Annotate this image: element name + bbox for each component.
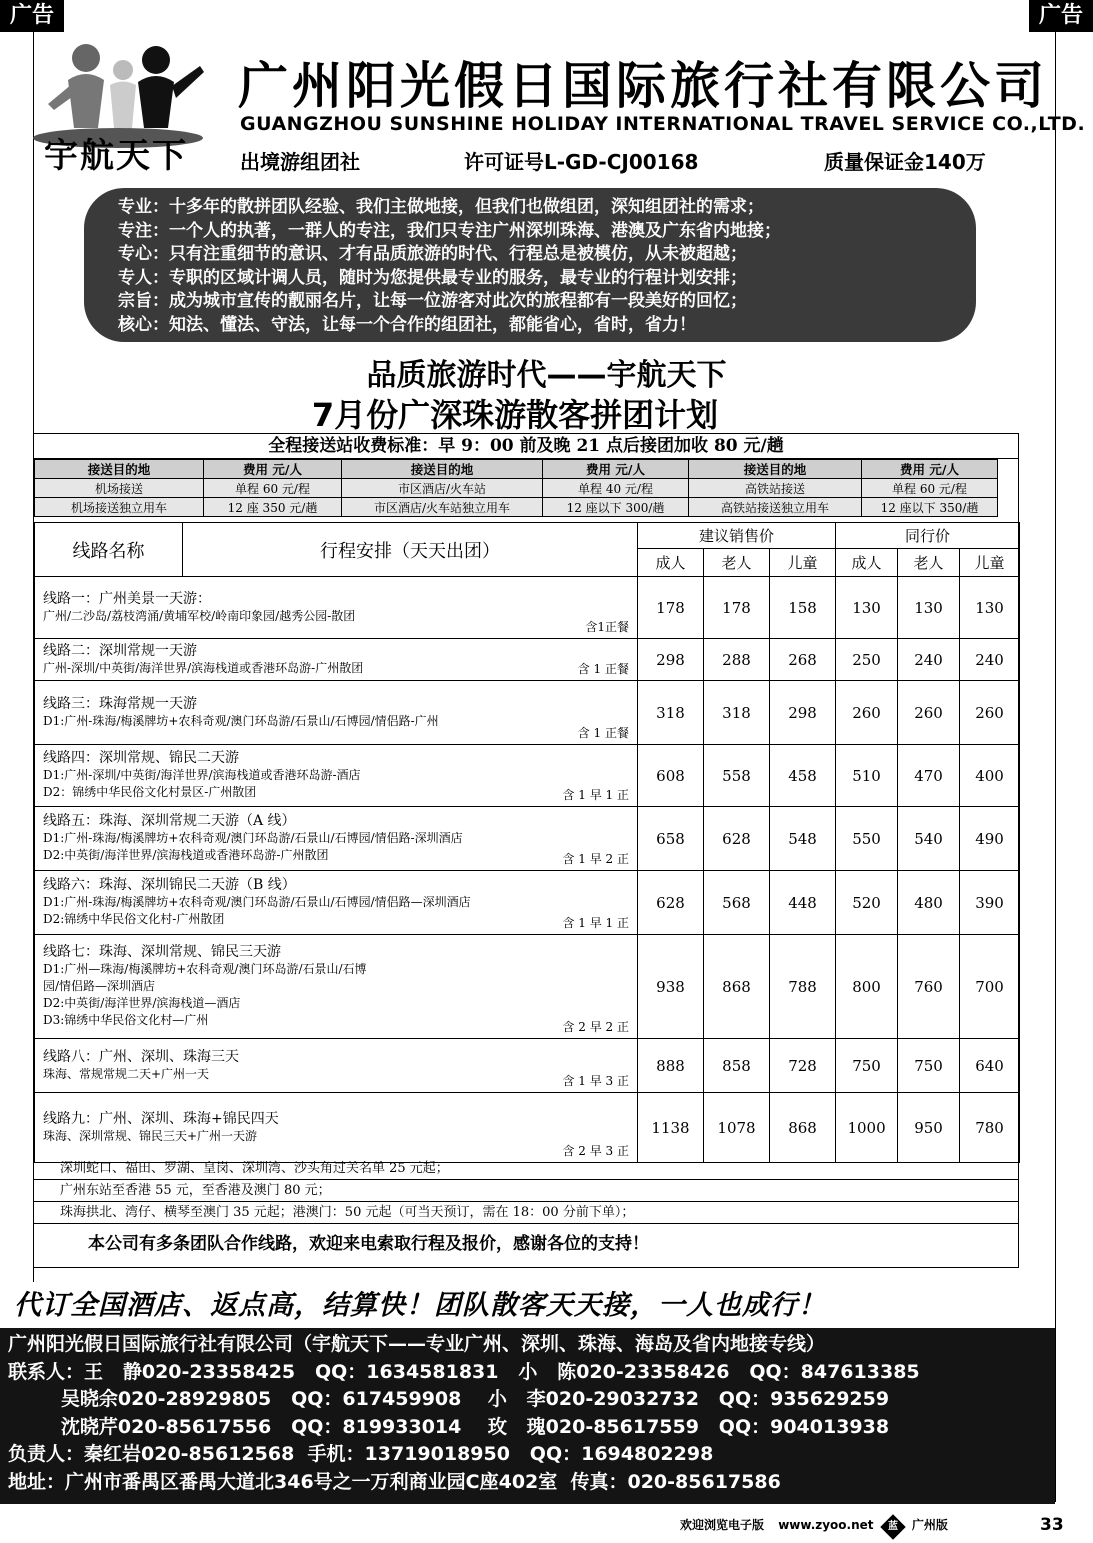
route-day-line: D1:广州—珠海/梅溪牌坊+农科奇观/澳门环岛游/石景山/石博 (43, 962, 367, 976)
price-cell: 760 (898, 935, 960, 1039)
price-subheader: 成人 (836, 549, 898, 577)
fee-cell: 机场接送 (35, 479, 204, 498)
price-cell: 448 (770, 871, 836, 935)
note-line: 广州东站至香港 55 元，至香港及澳门 80 元； (34, 1180, 1019, 1202)
route-day-line: D3:锦绣中华民俗文化村—广州 (43, 1013, 209, 1027)
ad-label-right: 广告 (1029, 0, 1093, 32)
price-cell: 938 (638, 935, 704, 1039)
price-cell: 728 (770, 1039, 836, 1093)
license-row (240, 146, 986, 175)
price-cell: 868 (770, 1093, 836, 1163)
intro-box (84, 188, 976, 342)
routes-table (34, 522, 1020, 1163)
route-title: 线路四：深圳常规、锦民二天游 (43, 750, 239, 766)
price-cell: 520 (836, 871, 898, 935)
route-day-line: 广州/二沙岛/荔枝湾涌/黄埔军校/岭南印象园/越秀公园-散团 (43, 608, 356, 623)
price-cell: 260 (898, 681, 960, 745)
fee-cell: 市区酒店/火车站 (342, 479, 543, 498)
route-title: 线路九：广州、深圳、珠海+锦民四天 (43, 1110, 279, 1127)
price-subheader: 儿童 (960, 549, 1020, 577)
route-row (35, 1093, 1020, 1163)
price-cell: 158 (770, 577, 836, 639)
route-meal: 含 1 早 3 正 (562, 1074, 629, 1088)
fee-cell: 高铁站接送 (689, 479, 862, 498)
price-cell: 788 (770, 935, 836, 1039)
contact-box (0, 1328, 1055, 1504)
route-meal: 含 2 早 3 正 (562, 1144, 629, 1158)
fee-cell: 单程 60 元/程 (862, 479, 998, 498)
footer (680, 1516, 948, 1536)
route-title: 线路五：珠海、深圳常规二天游（A 线） (43, 813, 296, 829)
price-cell: 640 (960, 1039, 1020, 1093)
company-name-en: GUANGZHOU SUNSHINE HOLIDAY INTERNATIONAL TRAVEL SERVICE CO.,LTD. (240, 113, 1086, 135)
headline: 品质旅游时代——宇航天下 (366, 358, 727, 393)
route-title: 线路八：广州、深圳、珠海三天 (43, 1048, 239, 1065)
price-cell: 1000 (836, 1093, 898, 1163)
price-cell: 130 (836, 577, 898, 639)
route-itinerary (35, 745, 638, 807)
price-cell: 550 (836, 807, 898, 871)
price-cell: 608 (638, 745, 704, 807)
intro-line: 专注：一个人的执著，一群人的专注，我们只专注广州深圳珠海、港澳及广东省内地接； (118, 220, 781, 241)
price-subheader: 老人 (704, 549, 770, 577)
intro-line: 核心：知法、懂法、守法，让每一个合作的组团社，都能省心，省时，省力！ (118, 314, 696, 335)
price-cell: 470 (898, 745, 960, 807)
fee-header: 费用 元/人 (862, 460, 998, 479)
price-cell: 548 (770, 807, 836, 871)
route-row (35, 681, 1020, 745)
route-title: 线路二：深圳常规一天游 (43, 642, 197, 659)
price-cell: 130 (898, 577, 960, 639)
intro-line: 专心：只有注重细节的意识、才有品质旅游的时代、行程总是被模仿，从未被超越； (118, 244, 747, 264)
company-name-cn: 广州阳光假日国际旅行社有限公司 (238, 57, 1048, 115)
route-title: 线路七：珠海、深圳常规、锦民三天游 (43, 944, 281, 960)
price-cell: 750 (836, 1039, 898, 1093)
fee-cell: 机场接送独立用车 (35, 498, 204, 517)
itinerary-header: 行程安排（天天出团） (183, 523, 638, 577)
footer-welcome: 欢迎浏览电子版 (680, 1518, 765, 1532)
fee-cell: 12 座以下 300/趟 (543, 498, 689, 517)
route-day-line: D2:中英街/海洋世界/滨海栈道或香港环岛游-广州散团 (43, 848, 329, 862)
fee-header: 费用 元/人 (204, 460, 342, 479)
price-cell: 950 (898, 1093, 960, 1163)
edition-badge-icon: 蓝 (880, 1514, 905, 1539)
route-title: 线路六：珠海、深圳锦民二天游（B 线） (43, 877, 296, 893)
route-row (35, 745, 1020, 807)
route-itinerary (35, 681, 638, 745)
fee-header: 接送目的地 (342, 460, 543, 479)
route-name-header: 线路名称 (35, 523, 183, 577)
price-cell: 1138 (638, 1093, 704, 1163)
fee-cell: 高铁站接送独立用车 (689, 498, 862, 517)
intro-line: 宗旨：成为城市宣传的靓丽名片，让每一位游客对此次的旅程都有一段美好的回忆； (118, 291, 747, 311)
price-cell: 250 (836, 639, 898, 681)
notes-block (34, 1158, 1019, 1268)
price-cell: 658 (638, 807, 704, 871)
route-day-line: D1:广州-珠海/梅溪牌坊+农科奇观/澳门环岛游/石景山/石博园/情侣路-深圳酒店 (43, 831, 463, 845)
intro-line: 专业：十多年的散拼团队经验、我们主做地接，但我们也做组团，深知组团社的需求； (118, 197, 764, 217)
price-cell: 480 (898, 871, 960, 935)
price-subheader: 老人 (898, 549, 960, 577)
route-meal: 含 1 正餐 (577, 662, 629, 676)
price-cell: 510 (836, 745, 898, 807)
transfer-fee-table (34, 459, 998, 517)
route-row (35, 871, 1020, 935)
route-row (35, 1039, 1020, 1093)
fee-header: 接送目的地 (35, 460, 204, 479)
price-cell: 700 (960, 935, 1020, 1039)
price-cell: 458 (770, 745, 836, 807)
price-cell: 268 (770, 639, 836, 681)
price-cell: 800 (836, 935, 898, 1039)
route-day-line: D2:中英街/海洋世界/滨海栈道—酒店 (43, 996, 241, 1010)
contact-company: 广州阳光假日国际旅行社有限公司（宇航天下——专业广州、深圳、珠海、海岛及省内地接专线） (8, 1333, 826, 1355)
suggested-price-header: 建议销售价 (638, 523, 836, 549)
route-itinerary (35, 1093, 638, 1163)
price-cell: 288 (704, 639, 770, 681)
route-itinerary (35, 577, 638, 639)
route-day-line: 广州-深圳/中英街/海洋世界/滨海栈道或香港环岛游-广州散团 (43, 660, 364, 675)
fee-cell: 市区酒店/火车站独立用车 (342, 498, 543, 517)
route-day-line: D1:广州-珠海/梅溪牌坊+农科奇观/澳门环岛游/石景山/石博园/情侣路-广州 (43, 713, 439, 728)
route-day-line: D2:锦绣中华民俗文化村-广州散团 (43, 912, 225, 926)
route-title: 线路三：珠海常规一天游 (43, 695, 197, 712)
price-cell: 318 (704, 681, 770, 745)
route-day-line: D1:广州-珠海/梅溪牌坊+农科奇观/澳门环岛游/石景山/石博园/情侣路—深圳酒店 (43, 895, 471, 909)
price-cell: 318 (638, 681, 704, 745)
route-meal: 含 1 早 1 正 (562, 788, 629, 802)
price-cell: 568 (704, 871, 770, 935)
route-itinerary (35, 639, 638, 681)
price-cell: 298 (770, 681, 836, 745)
price-cell: 858 (704, 1039, 770, 1093)
price-subheader: 儿童 (770, 549, 836, 577)
price-cell: 178 (638, 577, 704, 639)
note-line: 珠海拱北、湾仔、横琴至澳门 35 元起；港澳门：50 元起（可当天预订，需在 18：00 分前下单）； (34, 1202, 1019, 1224)
price-cell: 298 (638, 639, 704, 681)
trade-price-header: 同行价 (836, 523, 1020, 549)
price-cell: 628 (704, 807, 770, 871)
license-number: 许可证号L-GD-CJ00168 (464, 150, 699, 174)
contact-line: 联系人：王 静020-23358425 QQ：1634581831 小 陈020-23358426 QQ：847613385 (8, 1360, 920, 1383)
route-meal: 含 1 早 1 正 (562, 916, 629, 930)
price-cell: 490 (960, 807, 1020, 871)
cert-type: 出境游组团社 (240, 150, 360, 174)
price-cell: 240 (960, 639, 1020, 681)
route-itinerary (35, 1039, 638, 1093)
route-day-line: 园/情侣路—深圳酒店 (43, 979, 156, 993)
route-title: 线路一：广州美景一天游： (43, 590, 211, 607)
price-cell: 390 (960, 871, 1020, 935)
route-day-line: D1:广州-深圳/中英街/海洋世界/滨海栈道或香港环岛游-酒店 (43, 768, 361, 782)
price-cell: 260 (960, 681, 1020, 745)
price-cell: 130 (960, 577, 1020, 639)
route-row (35, 577, 1020, 639)
route-row (35, 807, 1020, 871)
slogan: 代订全国酒店、返点高，结算快！团队散客天天接，一人也成行！ (14, 1290, 826, 1321)
price-cell: 540 (898, 807, 960, 871)
route-meal: 含 1 早 2 正 (562, 852, 629, 866)
price-cell: 260 (836, 681, 898, 745)
fee-caption: 全程接送站收费标准：早 9：00 前及晚 21 点后接团加收 80 元/趟 (34, 434, 1018, 459)
fee-cell: 单程 40 元/程 (543, 479, 689, 498)
price-cell: 888 (638, 1039, 704, 1093)
price-subheader: 成人 (638, 549, 704, 577)
footer-edition: 广州版 (911, 1518, 948, 1532)
route-meal: 含 2 早 2 正 (562, 1020, 629, 1034)
contact-line: 沈晓芹020-85617556 QQ：819933014 玫 瑰020-85617559 QQ：904013938 (8, 1415, 890, 1438)
price-cell: 1078 (704, 1093, 770, 1163)
route-row (35, 935, 1020, 1039)
price-cell: 780 (960, 1093, 1020, 1163)
guarantee-amount: 质量保证金140万 (824, 150, 986, 174)
route-itinerary (35, 935, 638, 1039)
contact-line: 吴晓余020-28929805 QQ：617459908 小 李020-29032732 QQ：935629259 (8, 1388, 890, 1410)
route-meal: 含1正餐 (585, 620, 629, 634)
fee-header: 接送目的地 (689, 460, 862, 479)
page-number: 33 (1040, 1515, 1064, 1535)
price-cell: 628 (638, 871, 704, 935)
footer-site-link[interactable]: www.zyoo.net (778, 1518, 874, 1532)
fee-cell: 12 座 350 元/趟 (204, 498, 342, 517)
intro-line: 专人：专职的区域计调人员，随时为您提供最专业的服务，最专业的行程计划安排； (118, 267, 747, 288)
route-day-line: 珠海、深圳常规、锦民三天+广州一天游 (43, 1128, 258, 1143)
fee-cell: 单程 60 元/程 (204, 479, 342, 498)
fee-cell: 12 座以下 350/趟 (862, 498, 998, 517)
route-itinerary (35, 871, 638, 935)
route-day-line: 珠海、常规常规二天+广州一天 (43, 1066, 210, 1081)
contact-manager: 负责人：秦红岩020-85612568 手机：13719018950 QQ：1694802298 (8, 1443, 714, 1465)
price-cell: 558 (704, 745, 770, 807)
subheadline: 7月份广深珠游散客拼团计划 (311, 396, 719, 434)
logo-text: 宇航天下 (44, 136, 188, 176)
right-rule (1055, 32, 1056, 1502)
route-day-line: D2：锦绣中华民俗文化村景区-广州散团 (43, 785, 257, 799)
ad-label-left: 广告 (0, 0, 64, 32)
price-cell: 750 (898, 1039, 960, 1093)
price-cell: 868 (704, 935, 770, 1039)
fee-header: 费用 元/人 (543, 460, 689, 479)
price-cell: 240 (898, 639, 960, 681)
closing-note: 本公司有多条团队合作线路，欢迎来电索取行程及报价，感谢各位的支持！ (88, 1234, 649, 1254)
contact-address: 地址：广州市番禺区番禺大道北346号之一万利商业园C座402室 传真：020-85617586 (8, 1470, 781, 1493)
route-meal: 含 1 正餐 (577, 726, 629, 740)
price-cell: 178 (704, 577, 770, 639)
note-line: 深圳蛇口、福田、罗湖、皇岗、深圳湾、沙头角过关名单 25 元起； (34, 1158, 1019, 1180)
route-row (35, 639, 1020, 681)
route-itinerary (35, 807, 638, 871)
price-cell: 400 (960, 745, 1020, 807)
